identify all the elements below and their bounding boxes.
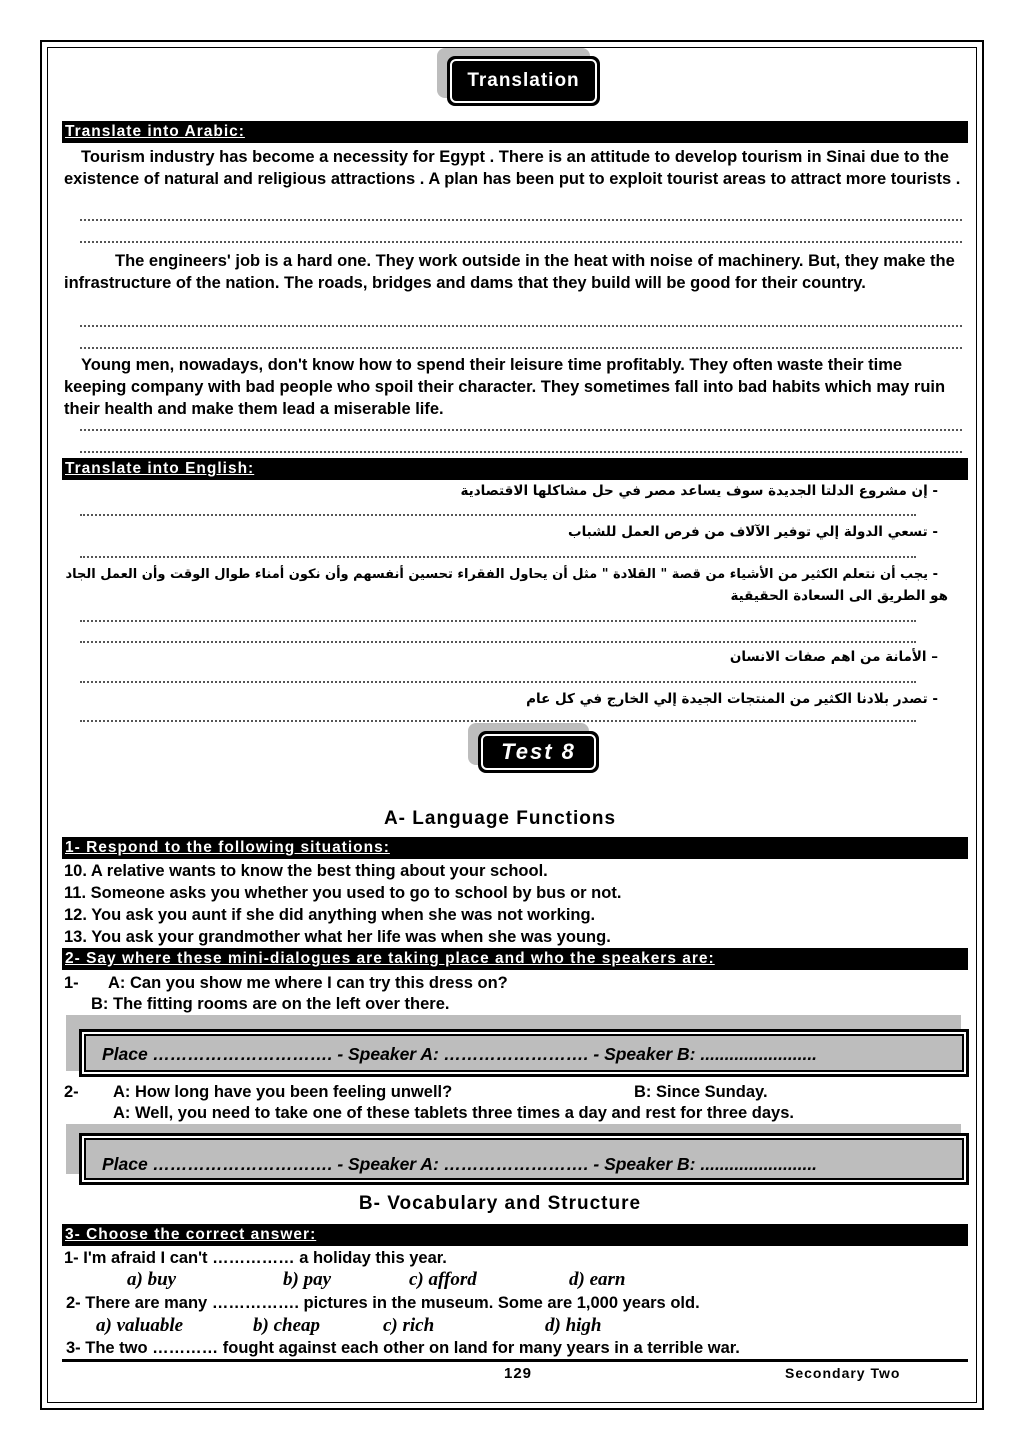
answer-line bbox=[80, 429, 962, 431]
translation-title-box bbox=[447, 56, 600, 106]
mini-dialogues-label: 2- Say where these mini-dialogues are taking place and who the speakers are: bbox=[65, 950, 715, 967]
arabic-paragraph-1: Tourism industry has become a necessity for Egypt . There is an attitude to develop tourism in Sinai due to the existence of natural and religious attractions . A plan has been put to exploit tourist areas to attract more tourists . bbox=[64, 148, 961, 188]
arabic-sentence-4: – الأمانة من اهم صفات الانسان bbox=[729, 649, 938, 665]
mini-dialogues-bar bbox=[62, 948, 968, 970]
translation-title: Translation bbox=[450, 59, 597, 103]
answer-line bbox=[80, 241, 962, 243]
arabic-sentence-3b: هو الطريق الى السعادة الحقيقية bbox=[730, 588, 948, 604]
arabic-sentence-2: - تسعي الدولة إلي توفير الآلاف من فرص العمل للشباب bbox=[568, 524, 938, 540]
mcq-question-1: 1- I'm afraid I can't …………… a holiday this year. bbox=[64, 1249, 447, 1267]
answer-line bbox=[80, 720, 916, 722]
dialogue-1-line-a: A: Can you show me where I can try this dress on? bbox=[108, 974, 508, 992]
dialogue-2-line-b: B: Since Sunday. bbox=[634, 1083, 768, 1101]
translate-arabic-bar bbox=[62, 121, 968, 143]
answer-line bbox=[80, 556, 916, 558]
arabic-paragraph-2: The engineers' job is a hard one. They work outside in the heat with noise of machinery. But, they make the infrastructure of the nation. The roads, bridges and dams that they build will be good for their country. bbox=[64, 252, 955, 292]
answer-line bbox=[80, 681, 916, 683]
mcq-question-3: 3- The two ………… fought against each other on land for many years in a terrible war. bbox=[66, 1339, 740, 1357]
footer-divider bbox=[62, 1359, 968, 1362]
test-title: Test 8 bbox=[481, 734, 596, 770]
mcq-2-option-c: c) rich bbox=[383, 1315, 435, 1336]
situation-item: 13. You ask your grandmother what her life was when she was young. bbox=[64, 928, 611, 946]
dialogue-2-line-c: A: Well, you need to take one of these tablets three times a day and rest for three days. bbox=[113, 1104, 794, 1122]
mcq-1-option-d: d) earn bbox=[569, 1269, 626, 1290]
dialogue-1-number: 1- bbox=[64, 974, 79, 992]
answer-line bbox=[80, 451, 962, 453]
place-speaker-box-1 bbox=[79, 1029, 969, 1077]
arabic-sentence-1: - إن مشروع الدلتا الجديدة سوف يساعد مصر في حل مشاكلها الاقتصادية bbox=[460, 483, 938, 499]
arabic-paragraph-3: Young men, nowadays, don't know how to spend their leisure time profitably. They often waste their time keeping company with bad people who spoil their character. They sometimes fall into bad habits which may ruin their health and make them lead a miserable life. bbox=[64, 356, 946, 418]
choose-answer-label: 3- Choose the correct answer: bbox=[65, 1226, 317, 1243]
dialogue-2-line-a: A: How long have you been feeling unwell? bbox=[113, 1083, 453, 1101]
translate-arabic-label: Translate into Arabic: bbox=[65, 123, 245, 140]
place-speaker-line-1: Place …………………………. - Speaker A: ……………………. - Speaker B: ........................ bbox=[84, 1034, 964, 1072]
vocabulary-structure-heading: B- Vocabulary and Structure bbox=[358, 1193, 642, 1214]
mcq-1-option-b: b) pay bbox=[283, 1269, 332, 1290]
mcq-2-option-b: b) cheap bbox=[253, 1315, 321, 1336]
footer-label: Secondary Two bbox=[785, 1365, 901, 1381]
choose-answer-bar bbox=[62, 1224, 968, 1246]
respond-situations-label: 1- Respond to the following situations: bbox=[65, 839, 390, 856]
respond-situations-bar bbox=[62, 837, 968, 859]
place-speaker-line-2: Place …………………………. - Speaker A: ……………………. - Speaker B: ........................ bbox=[84, 1138, 964, 1180]
mcq-2-option-d: d) high bbox=[545, 1315, 602, 1336]
page-number: 129 bbox=[504, 1365, 533, 1382]
language-functions-heading: A- Language Functions bbox=[383, 808, 617, 829]
answer-line bbox=[80, 219, 962, 221]
answer-line bbox=[80, 641, 916, 643]
answer-line bbox=[80, 514, 916, 516]
mcq-1-option-a: a) buy bbox=[127, 1269, 177, 1290]
place-speaker-box-2 bbox=[79, 1133, 969, 1185]
situation-item: 12. You ask you aunt if she did anything when she was not working. bbox=[64, 906, 596, 924]
dialogue-1-line-b: B: The fitting rooms are on the left over there. bbox=[91, 995, 450, 1013]
situation-item: 10. A relative wants to know the best thing about your school. bbox=[64, 862, 548, 880]
situation-item: 11. Someone asks you whether you used to go to school by bus or not. bbox=[64, 884, 622, 902]
test-title-box bbox=[478, 731, 599, 773]
arabic-sentence-5: - تصدر بلادنا الكثير من المنتجات الجيدة إلي الخارج في كل عام bbox=[526, 691, 938, 707]
mcq-2-option-a: a) valuable bbox=[96, 1315, 184, 1336]
mcq-1-option-c: c) afford bbox=[409, 1269, 477, 1290]
dialogue-2-number: 2- bbox=[64, 1083, 79, 1101]
translate-english-bar bbox=[62, 458, 968, 480]
answer-line bbox=[80, 620, 916, 622]
mcq-question-2: 2- There are many ……………. pictures in the museum. Some are 1,000 years old. bbox=[66, 1294, 700, 1312]
arabic-sentence-3a: - يجب أن نتعلم الكثير من الأشياء من قصة " القلادة " مثل أن يحاول الفقراء تحسين أنفسهم وأن نكون أمناء طوال الوقت وأن العمل الجاد bbox=[65, 567, 938, 582]
answer-line bbox=[80, 347, 962, 349]
translate-english-label: Translate into English: bbox=[65, 460, 255, 477]
answer-line bbox=[80, 325, 962, 327]
